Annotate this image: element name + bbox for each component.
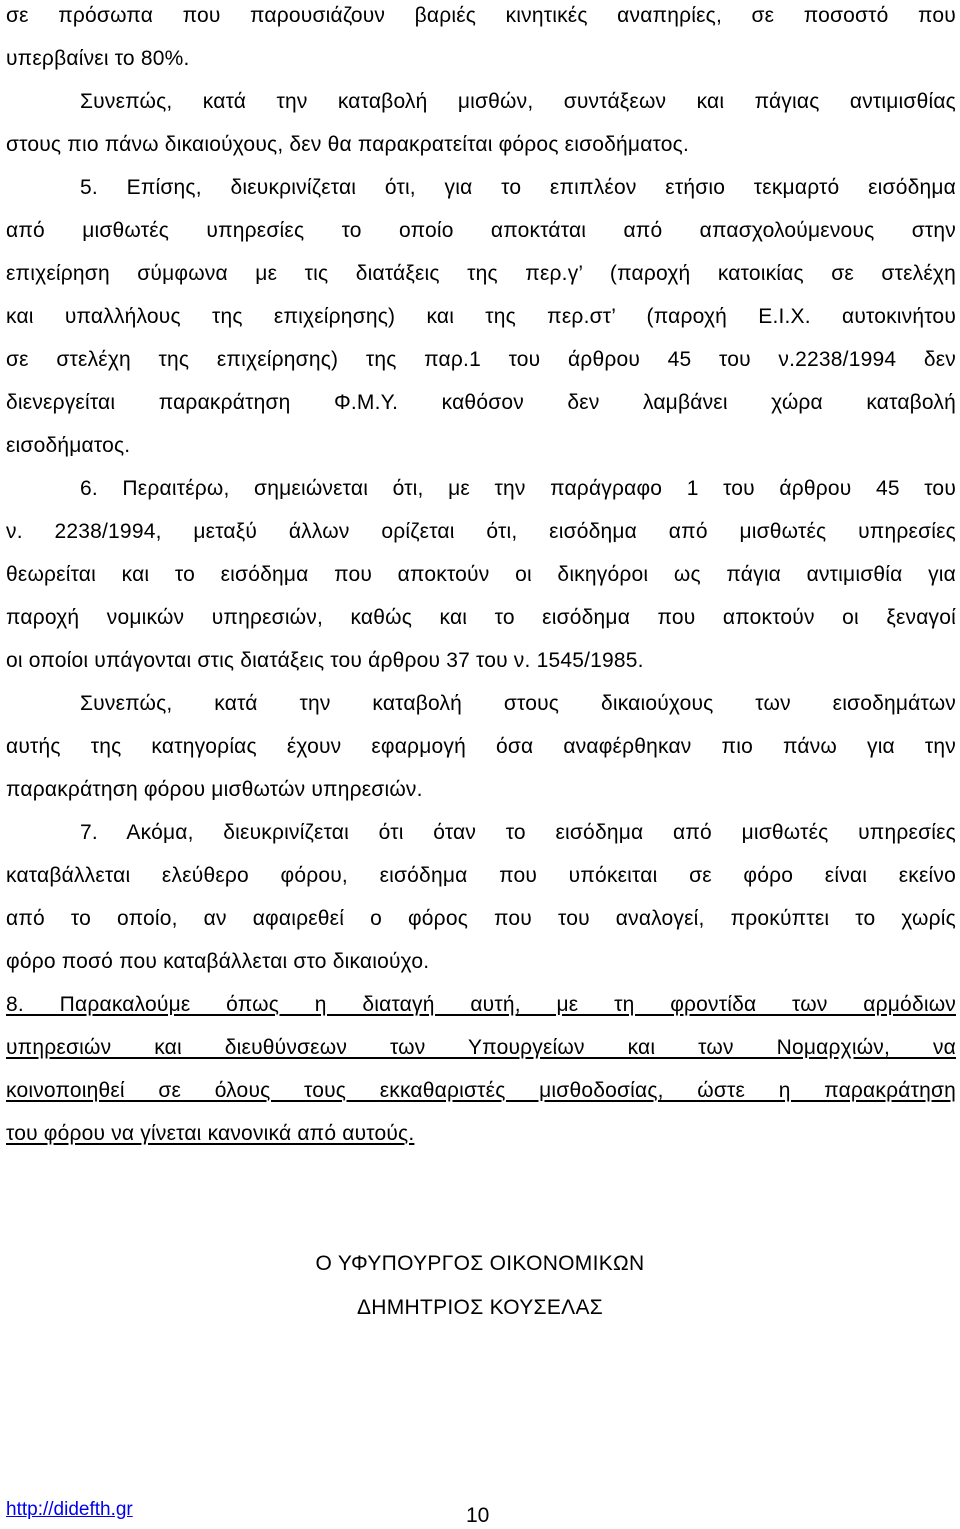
text-line: 8. Παρακαλούμε όπως η διαταγή αυτή, με τη φροντίδα των αρμόδιων [6,993,956,1016]
text-line: κοινοποιηθεί σε όλους τους εκκαθαριστές μισθοδοσίας, ώστε η παρακράτηση [6,1079,956,1102]
text-line: του φόρου να γίνεται κανονικά από αυτούς. [6,1122,415,1145]
text-line: από το οποίο, αν αφαιρεθεί ο φόρος που του αναλογεί, προκύπτει το χωρίς [6,907,956,930]
text-line: υπηρεσιών και διευθύνσεων των Υπουργείων και των Νομαρχιών, να [6,1036,956,1059]
text-line: παρακράτηση φόρου μισθωτών υπηρεσιών. [6,778,423,801]
text-line: 6. Περαιτέρω, σημειώνεται ότι, με την παράγραφο 1 του άρθρου 45 του [80,477,956,500]
text-line: Συνεπώς, κατά την καταβολή μισθών, συντάξεων και πάγιας αντιμισθίας [80,90,956,113]
text-line: στους πιο πάνω δικαιούχους, δεν θα παρακρατείται φόρος εισοδήματος. [6,133,689,156]
text-line: ν. 2238/1994, μεταξύ άλλων ορίζεται ότι, εισόδημα από μισθωτές υπηρεσίες [6,520,956,543]
text-line: από μισθωτές υπηρεσίες το οποίο αποκτάται από απασχολούμενους στην [6,219,956,242]
text-line: καταβάλλεται ελεύθερο φόρου, εισόδημα που υπόκειται σε φόρο είναι εκείνο [6,864,956,887]
text-line: αυτής της κατηγορίας έχουν εφαρμογή όσα αναφέρθηκαν πιο πάνω για την [6,735,956,758]
signature-name: ΔΗΜΗΤΡΙΟΣ ΚΟΥΣΕΛΑΣ [356,1296,604,1319]
text-line: σε στελέχη της επιχείρησης) της παρ.1 του άρθρου 45 του ν.2238/1994 δεν [6,348,956,371]
signature-title: Ο ΥΦΥΠΟΥΡΓΟΣ ΟΙΚΟΝΟΜΙΚΩΝ [315,1252,645,1275]
text-line: Συνεπώς, κατά την καταβολή στους δικαιούχους των εισοδημάτων [80,692,956,715]
text-line: διενεργείται παρακράτηση Φ.Μ.Υ. καθόσον δεν λαμβάνει χώρα καταβολή [6,391,956,414]
text-line: φόρο ποσό που καταβάλλεται στο δικαιούχο. [6,950,430,973]
text-line: 7. Ακόμα, διευκρινίζεται ότι όταν το εισόδημα από μισθωτές υπηρεσίες [80,821,956,844]
footer-link[interactable]: http://didefth.gr [6,1499,133,1520]
text-line: παροχή νομικών υπηρεσιών, καθώς και το εισόδημα που αποκτούν οι ξεναγοί [6,606,956,629]
text-line: εισοδήματος. [6,434,131,457]
text-line: θεωρείται και το εισόδημα που αποκτούν οι δικηγόροι ως πάγια αντιμισθία για [6,563,956,586]
text-line: οι οποίοι υπάγονται στις διατάξεις του άρθρου 37 του ν. 1545/1985. [6,649,644,672]
text-line: επιχείρηση σύμφωνα με τις διατάξεις της περ.γ’ (παροχή κατοικίας σε στελέχη [6,262,956,285]
page-number: 10 [466,1504,490,1527]
text-line: και υπαλλήλους της επιχείρησης) και της περ.στ’ (παροχή Ε.Ι.Χ. αυτοκινήτου [6,305,956,328]
text-line: σε πρόσωπα που παρουσιάζουν βαριές κινητικές αναπηρίες, σε ποσοστό που [6,4,956,27]
text-line: υπερβαίνει το 80%. [6,47,190,70]
text-line: 5. Επίσης, διευκρινίζεται ότι, για το επιπλέον ετήσιο τεκμαρτό εισόδημα [80,176,956,199]
